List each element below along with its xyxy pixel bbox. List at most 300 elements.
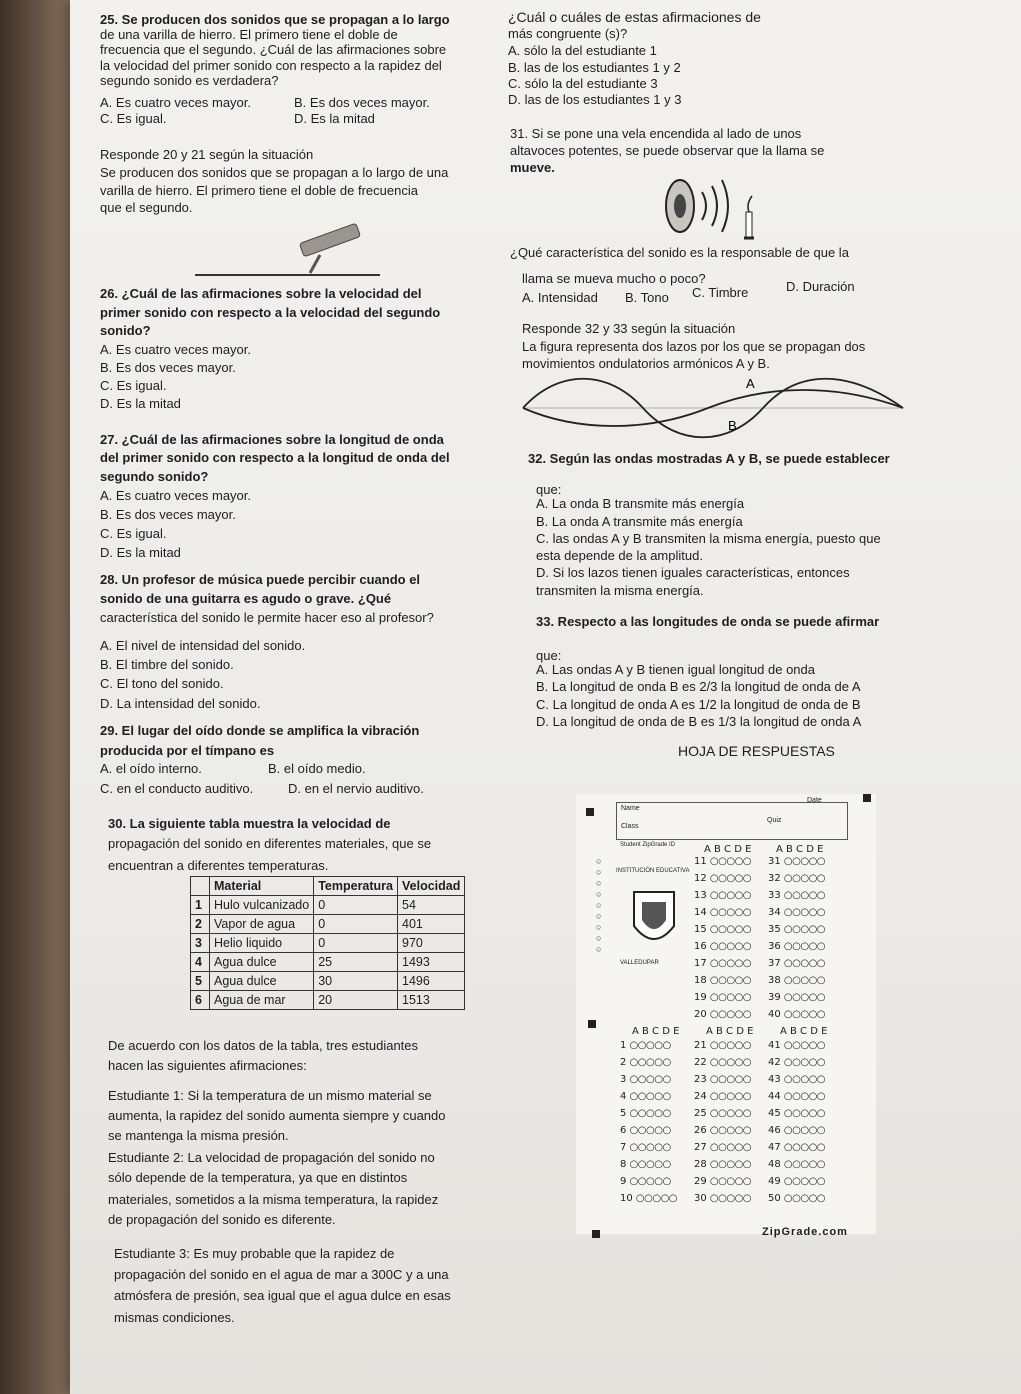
wave-b-label: B (728, 418, 737, 433)
student-2-line-1: Estudiante 2: La velocidad de propagación del sonido no (108, 1150, 435, 1165)
question-number: 43 (768, 1074, 784, 1085)
question-number: 5 (620, 1108, 630, 1119)
situation-1-text-2: varilla de hierro. El primero tiene el doble de frecuencia (100, 183, 418, 198)
student-1-line-3: se mantenga la misma presión. (108, 1128, 289, 1143)
q31-option-b: B. Tono (625, 290, 669, 305)
answer-top-right-row[interactable] (768, 873, 825, 884)
q25-stem-5: segundo sonido es verdadera? (100, 73, 279, 88)
answer-top-left-row[interactable] (694, 975, 751, 986)
answer-bottom-1-row[interactable] (620, 1159, 671, 1170)
table-cell: 1 (191, 896, 210, 915)
answer-sheet (576, 794, 876, 1238)
situation-1-title: Responde 20 y 21 según la situación (100, 147, 314, 162)
table-row (191, 972, 465, 991)
q32-option-a: A. La onda B transmite más energía (536, 496, 745, 511)
table-cell: 401 (398, 915, 465, 934)
answer-bottom-1-row[interactable] (620, 1057, 671, 1068)
answer-bubbles[interactable]: ○○○○○ (783, 958, 826, 969)
answer-bubbles[interactable]: ○○○○○ (709, 958, 752, 969)
question-number: 41 (768, 1040, 784, 1051)
table-cell: 54 (398, 896, 465, 915)
right-top-option-c: C. sólo la del estudiante 3 (508, 76, 658, 91)
q31-option-c: C. Timbre (692, 285, 749, 300)
name-label: Name (621, 805, 640, 812)
table-cell: 5 (191, 972, 210, 991)
answer-bubbles[interactable]: ○○○○○ (783, 1108, 826, 1119)
question-number: 29 (694, 1176, 710, 1187)
answer-bottom-3-row[interactable] (768, 1125, 825, 1136)
question-number: 2 (620, 1057, 630, 1068)
answer-bubbles[interactable]: ○○○○○ (783, 924, 826, 935)
answer-bubbles[interactable]: ○○○○○ (709, 1159, 752, 1170)
answer-bottom-3-row[interactable] (768, 1040, 825, 1051)
question-number: 49 (768, 1176, 784, 1187)
answer-bottom-3-row[interactable] (768, 1176, 825, 1187)
id-bubble-column[interactable]: ○ ○ ○ ○ ○ ○ ○ ○ ○ (596, 856, 602, 954)
answer-bottom-3-row[interactable] (768, 1159, 825, 1170)
table-header (191, 877, 210, 896)
header-letters-left: A B C D E (704, 844, 752, 855)
q30-after-2: hacen las siguientes afirmaciones: (108, 1058, 307, 1073)
answer-bubbles[interactable]: ○○○○○ (783, 1176, 826, 1187)
answer-bubbles[interactable]: ○○○○○ (783, 1193, 826, 1204)
answer-bubbles[interactable]: ○○○○○ (709, 1125, 752, 1136)
student-2-line-3: materiales, sometidos a la misma temperatura, la rapidez (108, 1192, 439, 1207)
q30-stem-2: propagación del sonido en diferentes materiales, que se (108, 836, 432, 851)
right-top-option-d: D. las de los estudiantes 1 y 3 (508, 92, 682, 107)
table-cell: Agua de mar (210, 991, 314, 1010)
header-letters-col2: A B C D E (706, 1026, 754, 1037)
hammer-icon (299, 223, 360, 273)
answer-bubbles[interactable]: ○○○○○ (783, 941, 826, 952)
corner-marker (586, 808, 594, 816)
answer-bottom-3-row[interactable] (768, 1193, 825, 1204)
corner-marker (592, 1230, 600, 1238)
table-cell: 0 (314, 915, 398, 934)
q29-stem-2: producida por el tímpano es (100, 743, 275, 758)
question-number: 37 (768, 958, 784, 969)
table-header-row (191, 877, 465, 896)
answer-top-right-row[interactable] (768, 907, 825, 918)
answer-top-left-row[interactable] (694, 958, 751, 969)
answer-bubbles[interactable]: ○○○○○ (783, 975, 826, 986)
q31-stem-2: altavoces potentes, se puede observar que la llama se (510, 143, 825, 158)
answer-bubbles[interactable]: ○○○○○ (709, 1108, 752, 1119)
answer-bubbles[interactable]: ○○○○○ (783, 1142, 826, 1153)
student-3-line-2: propagación del sonido en el agua de mar a 300C y a una (114, 1267, 449, 1282)
student-3-line-4: mismas condiciones. (114, 1310, 235, 1325)
table-cell: 3 (191, 934, 210, 953)
answer-bottom-3-row[interactable] (768, 1074, 825, 1085)
q33-que: que: (536, 648, 562, 663)
situation-2-title: Responde 32 y 33 según la situación (522, 321, 736, 336)
answer-bubbles[interactable]: ○○○○○ (709, 975, 752, 986)
question-number: 48 (768, 1159, 784, 1170)
q26-stem-3: sonido? (100, 323, 151, 338)
q31-stem-3: mueve. (510, 160, 555, 175)
student-2-line-4: de propagación del sonido es diferente. (108, 1212, 336, 1227)
right-top-stem-2: más congruente (s)? (508, 26, 628, 41)
question-number: 28 (694, 1159, 710, 1170)
q27-option-a: A. Es cuatro veces mayor. (100, 488, 252, 503)
answer-bottom-1-row[interactable] (620, 1176, 671, 1187)
answer-top-right-row[interactable] (768, 890, 825, 901)
answer-bottom-2-row[interactable] (694, 1159, 751, 1170)
answer-top-left-row[interactable] (694, 924, 751, 935)
student-3-line-3: atmósfera de presión, sea igual que el agua dulce en esas (114, 1288, 451, 1303)
question-number: 8 (620, 1159, 630, 1170)
date-label: Date (807, 797, 822, 804)
question-number: 31 (768, 856, 784, 867)
answer-bubbles[interactable]: ○○○○○ (709, 856, 752, 867)
answer-bubbles[interactable]: ○○○○○ (709, 907, 752, 918)
question-number: 27 (694, 1142, 710, 1153)
table-cell: 0 (314, 934, 398, 953)
answer-bubbles[interactable]: ○○○○○ (783, 1091, 826, 1102)
answer-bubbles[interactable]: ○○○○○ (783, 873, 826, 884)
answer-bottom-2-row[interactable] (694, 1193, 751, 1204)
answer-bottom-2-row[interactable] (694, 1091, 751, 1102)
q31-question-1: ¿Qué característica del sonido es la responsable de que la (510, 245, 849, 260)
question-number: 32 (768, 873, 784, 884)
q32-option-b: B. La onda A transmite más energía (536, 514, 743, 529)
school-label: INSTITUCIÓN EDUCATIVA (616, 868, 690, 874)
answer-bubbles[interactable]: ○○○○○ (783, 1125, 826, 1136)
question-number: 18 (694, 975, 710, 986)
question-number: 14 (694, 907, 710, 918)
answer-bubbles[interactable]: ○○○○○ (709, 873, 752, 884)
answer-bottom-2-row[interactable] (694, 1057, 751, 1068)
answer-bottom-1-row[interactable] (620, 1142, 671, 1153)
q27-stem-1: 27. ¿Cuál de las afirmaciones sobre la longitud de onda (100, 432, 444, 447)
table-header: Temperatura (314, 877, 398, 896)
q30-stem-1: 30. La siguiente tabla muestra la velocidad de (108, 816, 391, 831)
answer-bubbles[interactable]: ○○○○○ (709, 1074, 752, 1085)
answer-top-left-row[interactable] (694, 941, 751, 952)
answer-bubbles[interactable]: ○○○○○ (709, 1142, 752, 1153)
question-number: 17 (694, 958, 710, 969)
answer-bubbles[interactable]: ○○○○○ (629, 1125, 671, 1136)
answer-bubbles[interactable]: ○○○○○ (783, 1057, 826, 1068)
q27-option-b: B. Es dos veces mayor. (100, 507, 236, 522)
question-number: 39 (768, 992, 784, 1003)
answer-bubbles[interactable]: ○○○○○ (709, 1193, 752, 1204)
hammer-rod-illustration (190, 215, 390, 285)
answer-top-left-row[interactable] (694, 907, 751, 918)
answer-top-right-row[interactable] (768, 1009, 825, 1020)
answer-top-left-row[interactable] (694, 992, 751, 1003)
answer-bottom-3-row[interactable] (768, 1091, 825, 1102)
question-number: 35 (768, 924, 784, 935)
situation-2-text-1: La figura representa dos lazos por los que se propagan dos (522, 339, 866, 354)
q31-question-2: llama se mueva mucho o poco? (522, 271, 706, 286)
question-number: 47 (768, 1142, 784, 1153)
question-number: 38 (768, 975, 784, 986)
exam-sheet (70, 0, 1021, 1394)
situation-1-text-3: que el segundo. (100, 200, 193, 215)
table-cell: 970 (398, 934, 465, 953)
answer-bubbles[interactable]: ○○○○○ (629, 1057, 671, 1068)
q25-stem-1: 25. Se producen dos sonidos que se propagan a lo largo (100, 12, 450, 27)
q26-option-d: D. Es la mitad (100, 396, 181, 411)
answer-sheet-title: HOJA DE RESPUESTAS (678, 743, 835, 759)
answer-bubbles[interactable]: ○○○○○ (783, 992, 826, 1003)
answer-top-left-row[interactable] (694, 1009, 751, 1020)
answer-bubbles[interactable]: ○○○○○ (709, 992, 752, 1003)
student-id-label: Student ZipGrade ID (620, 842, 676, 848)
student-3-line-1: Estudiante 3: Es muy probable que la rapidez de (114, 1246, 395, 1261)
question-number: 46 (768, 1125, 784, 1136)
header-letters-right: A B C D E (776, 844, 824, 855)
q26-option-c: C. Es igual. (100, 378, 167, 393)
q28-stem-2: sonido de una guitarra es agudo o grave. ¿Qué (100, 591, 392, 606)
question-number: 3 (620, 1074, 630, 1085)
student-2-line-2: sólo depende de la temperatura, ya que en distintos (108, 1170, 408, 1185)
q28-stem-1: 28. Un profesor de música puede percibir cuando el (100, 572, 421, 587)
table-cell: Agua dulce (210, 953, 314, 972)
answer-bottom-2-row[interactable] (694, 1176, 751, 1187)
question-number: 36 (768, 941, 784, 952)
q32-option-c: C. las ondas A y B transmiten la misma energía, puesto que (536, 531, 881, 546)
question-number: 15 (694, 924, 710, 935)
q32-option-c-cont: esta depende de la amplitud. (536, 548, 703, 563)
speaker-icon (666, 180, 694, 232)
table-cell: Helio liquido (210, 934, 314, 953)
question-number: 4 (620, 1091, 630, 1102)
q30-stem-3: encuentran a diferentes temperaturas. (108, 858, 329, 873)
answer-bottom-2-row[interactable] (694, 1125, 751, 1136)
answer-bubbles[interactable]: ○○○○○ (783, 890, 826, 901)
table-cell: 4 (191, 953, 210, 972)
answer-bubbles[interactable]: ○○○○○ (629, 1176, 671, 1187)
answer-top-right-row[interactable] (768, 924, 825, 935)
q31-option-d: D. Duración (786, 279, 855, 294)
q27-stem-2: del primer sonido con respecto a la longitud de onda del (100, 450, 450, 465)
table-row (191, 915, 465, 934)
table-cell: 0 (314, 896, 398, 915)
q29-option-d: D. en el nervio auditivo. (288, 781, 424, 796)
q31-stem-1: 31. Si se pone una vela encendida al lado de unos (510, 126, 802, 141)
answer-bottom-2-row[interactable] (694, 1142, 751, 1153)
question-number: 13 (694, 890, 710, 901)
answer-bubbles[interactable]: ○○○○○ (629, 1159, 671, 1170)
q28-option-b: B. El timbre del sonido. (100, 657, 234, 672)
answer-bubbles[interactable]: ○○○○○ (709, 1176, 752, 1187)
q32-stem: 32. Según las ondas mostradas A y B, se puede establecer (528, 451, 890, 466)
q25-option-b: B. Es dos veces mayor. (294, 95, 430, 110)
answer-bottom-3-row[interactable] (768, 1108, 825, 1119)
answer-bottom-3-row[interactable] (768, 1142, 825, 1153)
q25-option-a: A. Es cuatro veces mayor. (100, 95, 252, 110)
answer-top-left-row[interactable] (694, 856, 751, 867)
answer-bubbles[interactable]: ○○○○○ (783, 1159, 826, 1170)
q32-option-d: D. Si los lazos tienen iguales características, entonces (536, 565, 850, 580)
answer-bubbles[interactable]: ○○○○○ (709, 924, 752, 935)
answer-bottom-2-row[interactable] (694, 1108, 751, 1119)
answer-bubbles[interactable]: ○○○○○ (709, 890, 752, 901)
city-label: VALLEDUPAR (620, 960, 659, 966)
table-cell: 20 (314, 991, 398, 1010)
q29-option-c: C. en el conducto auditivo. (100, 781, 254, 796)
question-number: 45 (768, 1108, 784, 1119)
table-cell: 1493 (398, 953, 465, 972)
answer-bubbles[interactable]: ○○○○○ (709, 1057, 752, 1068)
answer-top-right-row[interactable] (768, 941, 825, 952)
answer-top-right-row[interactable] (768, 856, 825, 867)
name-box (616, 797, 848, 840)
q25-option-c: C. Es igual. (100, 111, 167, 126)
q33-option-b: B. La longitud de onda B es 2/3 la longitud de onda de A (536, 679, 861, 694)
question-number: 50 (768, 1193, 784, 1204)
question-number: 44 (768, 1091, 784, 1102)
question-number: 9 (620, 1176, 630, 1187)
right-top-option-a: A. sólo la del estudiante 1 (508, 43, 657, 58)
table-cell: 30 (314, 972, 398, 991)
answer-bottom-1-row[interactable] (620, 1091, 671, 1102)
corner-marker (588, 1020, 596, 1028)
q32-option-d-cont: transmiten la misma energía. (536, 583, 704, 598)
answer-bubbles[interactable]: ○○○○○ (709, 1040, 752, 1051)
candle-icon (744, 196, 754, 238)
waves-diagram (518, 374, 908, 444)
answer-top-right-row[interactable] (768, 975, 825, 986)
table-cell: Vapor de agua (210, 915, 314, 934)
question-number: 19 (694, 992, 710, 1003)
q33-option-c: C. La longitud de onda A es 1/2 la longitud de onda de B (536, 697, 861, 712)
answer-top-left-row[interactable] (694, 873, 751, 884)
q29-stem-1: 29. El lugar del oído donde se amplifica la vibración (100, 723, 420, 738)
table-cell: 1513 (398, 991, 465, 1010)
answer-bubbles[interactable]: ○○○○○ (783, 907, 826, 918)
question-number: 25 (694, 1108, 710, 1119)
question-number: 34 (768, 907, 784, 918)
q28-option-c: C. El tono del sonido. (100, 676, 224, 691)
corner-marker (863, 794, 871, 802)
school-crest-icon (624, 886, 684, 956)
answer-bubbles[interactable]: ○○○○○ (783, 1009, 826, 1020)
table-cell: Hulo vulcanizado (210, 896, 314, 915)
right-top-option-b: B. las de los estudiantes 1 y 2 (508, 60, 681, 75)
answer-bubbles[interactable]: ○○○○○ (709, 1009, 752, 1020)
situation-2-text-2: movimientos ondulatorios armónicos A y B. (522, 356, 770, 371)
answer-bottom-2-row[interactable] (694, 1074, 751, 1085)
question-number: 12 (694, 873, 710, 884)
answer-bottom-1-row[interactable] (620, 1125, 671, 1136)
velocity-table (190, 876, 465, 1010)
table-cell: 25 (314, 953, 398, 972)
q27-stem-3: segundo sonido? (100, 469, 209, 484)
header-letters-col3: A B C D E (780, 1026, 828, 1037)
q30-after-1: De acuerdo con los datos de la tabla, tres estudiantes (108, 1038, 419, 1053)
question-number: 1 (620, 1040, 630, 1051)
answer-top-right-row[interactable] (768, 992, 825, 1003)
answer-bubbles[interactable]: ○○○○○ (629, 1108, 671, 1119)
answer-bottom-3-row[interactable] (768, 1057, 825, 1068)
table-row (191, 896, 465, 915)
table-cell: Agua dulce (210, 972, 314, 991)
question-number: 6 (620, 1125, 630, 1136)
answer-bubbles[interactable]: ○○○○○ (635, 1193, 678, 1204)
answer-bottom-1-row[interactable] (620, 1074, 671, 1085)
answer-bubbles[interactable]: ○○○○○ (629, 1074, 671, 1085)
answer-bottom-1-row[interactable] (620, 1040, 671, 1051)
q31-option-a: A. Intensidad (522, 290, 598, 305)
table-cell: 1496 (398, 972, 465, 991)
zipgrade-brand: ZipGrade.com (762, 1226, 848, 1238)
table-row (191, 934, 465, 953)
answer-top-right-row[interactable] (768, 958, 825, 969)
answer-bubbles[interactable]: ○○○○○ (709, 941, 752, 952)
student-1-line-1: Estudiante 1: Si la temperatura de un mismo material se (108, 1088, 432, 1103)
answer-bottom-1-row[interactable] (620, 1193, 677, 1204)
question-number: 24 (694, 1091, 710, 1102)
answer-bubbles[interactable]: ○○○○○ (783, 1040, 826, 1051)
student-1-line-2: aumenta, la rapidez del sonido aumenta siempre y cuando (108, 1108, 446, 1123)
answer-bottom-1-row[interactable] (620, 1108, 671, 1119)
question-number: 30 (694, 1193, 710, 1204)
quiz-label: Quiz (767, 817, 782, 824)
answer-bubbles[interactable]: ○○○○○ (629, 1040, 671, 1051)
q33-option-d: D. La longitud de onda de B es 1/3 la longitud de onda A (536, 714, 862, 729)
class-label: Class (621, 823, 639, 830)
answer-bubbles[interactable]: ○○○○○ (783, 1074, 826, 1085)
q25-stem-3: frecuencia que el segundo. ¿Cuál de las afirmaciones sobre (100, 42, 447, 57)
question-number: 11 (694, 856, 710, 867)
answer-bubbles[interactable]: ○○○○○ (629, 1142, 671, 1153)
table-row (191, 953, 465, 972)
q25-stem-4: la velocidad del primer sonido con respecto a la rapidez del (100, 58, 442, 73)
situation-1-text-1: Se producen dos sonidos que se propagan a lo largo de una (100, 165, 449, 180)
q25-stem-2: de una varilla de hierro. El primero tiene el doble de (100, 27, 398, 42)
table-cell: 6 (191, 991, 210, 1010)
q27-option-d: D. Es la mitad (100, 545, 181, 560)
question-number: 42 (768, 1057, 784, 1068)
q28-option-a: A. El nivel de intensidad del sonido. (100, 638, 306, 653)
sound-wave-icon (702, 180, 728, 232)
q26-option-b: B. Es dos veces mayor. (100, 360, 236, 375)
question-number: 22 (694, 1057, 710, 1068)
question-number: 20 (694, 1009, 710, 1020)
question-number: 33 (768, 890, 784, 901)
speaker-candle-illustration (660, 172, 770, 252)
table-header: Material (210, 877, 314, 896)
question-number: 10 (620, 1193, 636, 1204)
q26-stem-2: primer sonido con respecto a la velocidad del segundo (100, 305, 441, 320)
q29-option-b: B. el oído medio. (268, 761, 366, 776)
table-header: Velocidad (398, 877, 465, 896)
q27-option-c: C. Es igual. (100, 526, 167, 541)
answer-bubbles[interactable]: ○○○○○ (629, 1091, 671, 1102)
question-number: 7 (620, 1142, 630, 1153)
q26-stem-1: 26. ¿Cuál de las afirmaciones sobre la velocidad del (100, 286, 422, 301)
header-letters-col1: A B C D E (632, 1026, 680, 1037)
q33-option-a: A. Las ondas A y B tienen igual longitud de onda (536, 662, 815, 677)
right-top-stem-1: ¿Cuál o cuáles de estas afirmaciones de (508, 9, 761, 25)
q29-option-a: A. el oído interno. (100, 761, 202, 776)
q33-stem: 33. Respecto a las longitudes de onda se puede afirmar (536, 614, 880, 629)
answer-top-left-row[interactable] (694, 890, 751, 901)
question-number: 23 (694, 1074, 710, 1085)
question-number: 26 (694, 1125, 710, 1136)
table-cell: 2 (191, 915, 210, 934)
answer-bubbles[interactable]: ○○○○○ (709, 1091, 752, 1102)
answer-bubbles[interactable]: ○○○○○ (783, 856, 826, 867)
wave-a-label: A (746, 376, 755, 391)
q28-stem-3: característica del sonido le permite hacer eso al profesor? (100, 610, 434, 625)
q32-que: que: (536, 482, 562, 497)
table-row (191, 991, 465, 1010)
answer-bottom-2-row[interactable] (694, 1040, 751, 1051)
